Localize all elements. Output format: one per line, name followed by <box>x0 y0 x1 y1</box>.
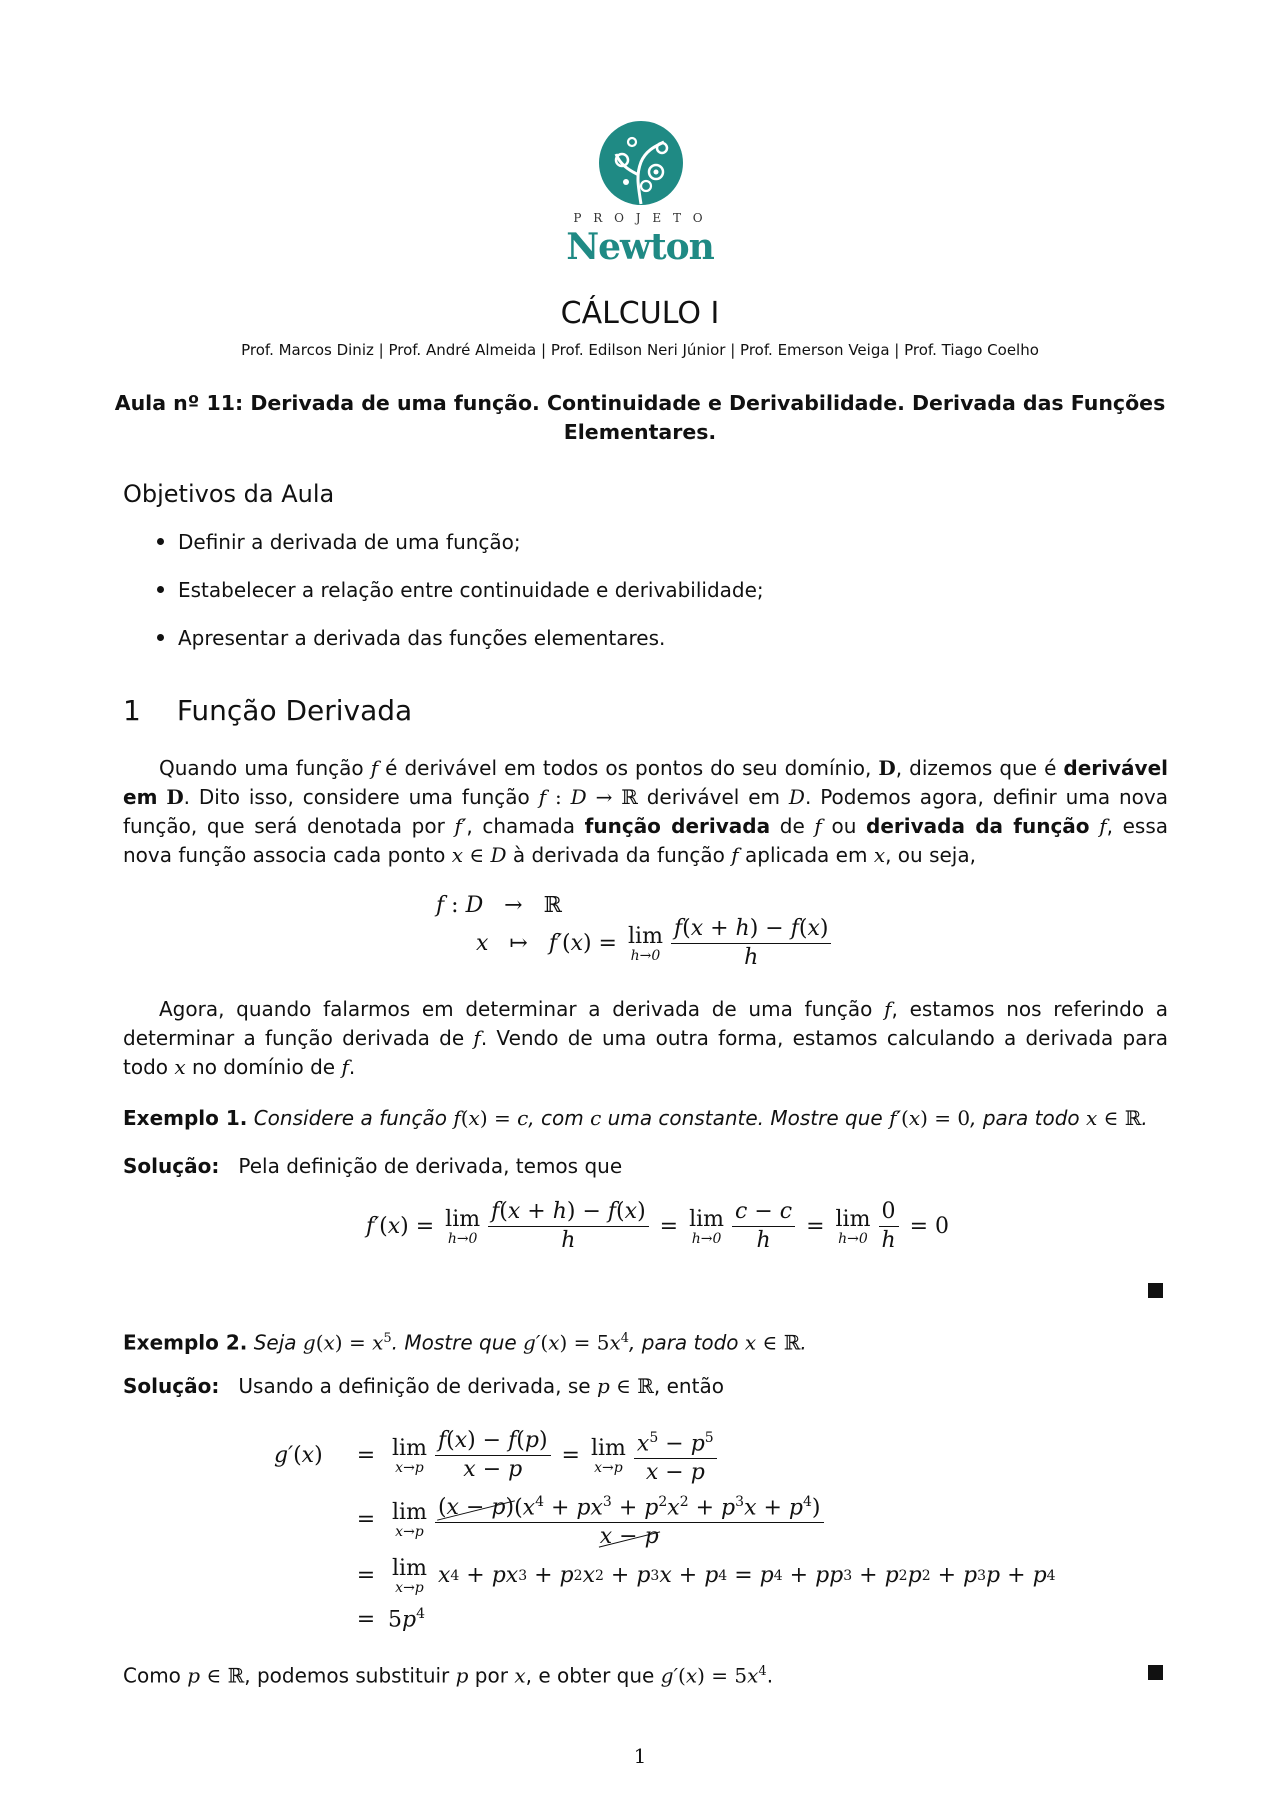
objective-item-3 <box>157 626 665 650</box>
derivation-line-4: = $5p^4$ <box>356 1606 426 1633</box>
cancelled-denominator: x − p <box>599 1524 659 1550</box>
section-heading <box>123 694 412 727</box>
paragraph-derivative-meaning: Agora, quando falarmos em determinar a derivada de uma função f, estamos nos referindo a determinar a função derivada de f. Vendo de uma outra forma, estamos calculando a derivada para todo x no domínio de f. <box>123 997 1169 1079</box>
equation-mapping-line2: x ↦ f′ ( x ) = lim h→0 $\frac{f(x + h) - f(x)}{h}$ <box>476 915 835 972</box>
derivation-line-2: = lim x→p $\frac{(x - p)(x^4 + px^3 + p^2x^2 + p^3x + p^4)}{x - p}$ <box>274 1488 828 1551</box>
example-2-statement: Exemplo 2. Seja $g(x) = x^5$. Mostre que $g'(x) = 5x^4$, para todo x ∈ ℝ. <box>123 1330 807 1355</box>
objective-text: Estabelecer a relação entre continuidade e derivabilidade; <box>178 578 764 602</box>
section-title: Função Derivada <box>176 694 413 727</box>
example-2-solution-intro: Solução: Usando a definição de derivada, se p ∈ ℝ, então <box>123 1374 724 1398</box>
example-1-statement: Exemplo 1. Considere a função f(x) = c, com c uma constante. Mostre que f′(x) = 0, para todo x ∈ ℝ. <box>123 1106 1148 1130</box>
qed-square-icon <box>1148 1665 1163 1680</box>
example-2-label: Exemplo 2. <box>123 1330 248 1355</box>
logo-top-text: P R O J E T O <box>573 211 707 225</box>
objectives-heading: Objetivos da Aula <box>123 480 335 508</box>
lesson-title-line2: Elementares. <box>563 420 717 444</box>
bullet-icon <box>157 634 164 641</box>
solution-label: Solução: <box>123 1154 220 1178</box>
objective-item-1 <box>157 530 521 554</box>
bullet-icon <box>157 538 164 545</box>
paragraph-definition: Quando uma função f é derivável em todos os pontos do seu domínio, D, dizemos que é derivável em D. Dito isso, considere uma função f : D → ℝ derivável em D. Podemos agora, definir uma nova função, que será denotada por f′, chamada função derivada de f ou derivada da função f, essa nova função associa cada ponto x ∈ D à derivada da função f aplicada em x, ou seja, <box>123 756 1169 867</box>
example-2-conclusion: Como p ∈ ℝ, podemos substituir p por x, e obter que $g'(x) = 5x^4$. <box>123 1663 774 1688</box>
objective-text: Apresentar a derivada das funções elementares. <box>178 626 666 650</box>
equation-mapping-line1: f : D → ℝ <box>436 893 562 918</box>
professors-line: Prof. Marcos Diniz | Prof. André Almeida | Prof. Edilson Neri Júnior | Prof. Emerson Veiga | Prof. Tiago Coelho <box>241 341 1039 359</box>
page-number: 1 <box>633 1744 647 1768</box>
derivation-line-1: g′(x) = lim x→p $\frac{f(x) - f(p)}{x - p}$ = lim x→p $\frac{x^5 - p^5}{x - p}$ <box>274 1424 721 1487</box>
course-title: CÁLCULO I <box>560 296 720 331</box>
logo-name-text: Newton <box>566 226 714 268</box>
objective-item-2 <box>157 578 764 602</box>
objective-text: Definir a derivada de uma função; <box>178 530 521 554</box>
bullet-icon <box>157 586 164 593</box>
derivation-line-3: = lim x→p x 4 + px 3 + p 2 x 2 + p 3 x + p 4 = p 4 + pp 3 + p 2 p 2 + p 3 p + p 4 <box>356 1556 1056 1596</box>
cancelled-factor: (x − p) <box>437 1495 515 1521</box>
projeto-newton-logo-emblem <box>598 120 684 206</box>
lesson-title-line1: Aula nº 11: Derivada de uma função. Continuidade e Derivabilidade. Derivada das Funções <box>114 391 1166 415</box>
example-1-label: Exemplo 1. <box>123 1106 248 1130</box>
solution-label: Solução: <box>123 1374 220 1398</box>
qed-square-icon <box>1148 1283 1163 1298</box>
equation-example-1: f′ ( x ) = lim h→0 $\frac{f(x + h) - f(x)}{h}$ = lim h→0 $\frac{c - c}{h}$ = lim h→0 $\frac{0}{h}$ = 0 <box>366 1199 950 1253</box>
section-number: 1 <box>123 694 141 727</box>
example-1-solution-intro: Solução: Pela definição de derivada, temos que <box>123 1154 623 1178</box>
